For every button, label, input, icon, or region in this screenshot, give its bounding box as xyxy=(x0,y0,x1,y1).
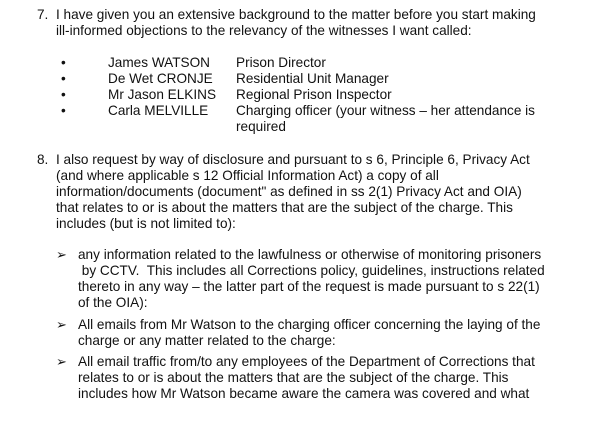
text-line: that relates to or is about the matters that are the subject of the charge. This xyxy=(56,200,513,215)
witness-role xyxy=(236,87,536,103)
paragraph-number: 8. xyxy=(37,152,49,167)
text-line: relates to or is about the matters that are the subject of the charge. This xyxy=(78,370,509,385)
text-line: All email traffic from/to any employees of the Department of Corrections that xyxy=(78,354,535,369)
text-line: includes how Mr Watson became aware the camera was covered and what xyxy=(78,386,530,401)
witness-name: James WATSON xyxy=(108,55,210,70)
witness-name: Carla MELVILLE xyxy=(108,103,209,118)
text-line: includes (but is not limited to): xyxy=(56,216,236,231)
witness-list xyxy=(59,55,579,135)
witness-role xyxy=(236,71,536,87)
arrow-bullet-icon: ➢ xyxy=(56,317,67,332)
text-line: by CCTV. This includes all Corrections policy, guidelines, instructions related xyxy=(78,263,545,278)
witness-role xyxy=(236,55,536,71)
text-line: (and where applicable s 12 Official Information Act) a copy of all xyxy=(56,168,439,183)
request-text xyxy=(78,354,586,402)
witness-item xyxy=(59,55,579,71)
text-line: information/documents (document" as defined in ss 2(1) Privacy Act and OIA) xyxy=(56,184,522,199)
witness-role-line: Prison Director xyxy=(236,55,326,70)
text-line: thereto in any way – the latter part of the request is made pursuant to s 22(1) xyxy=(78,279,540,294)
witness-item xyxy=(59,71,579,87)
witness-item xyxy=(59,103,579,135)
bullet-icon: • xyxy=(61,55,66,70)
witness-name: De Wet CRONJE xyxy=(108,71,213,86)
text-line: charge or any matter related to the charge: xyxy=(78,333,336,348)
witness-item xyxy=(59,87,579,103)
bullet-icon: • xyxy=(61,103,66,118)
request-text xyxy=(78,317,586,349)
witness-name: Mr Jason ELKINS xyxy=(108,87,217,102)
paragraph-text xyxy=(56,152,585,232)
bullet-icon: • xyxy=(61,71,66,86)
arrow-bullet-icon: ➢ xyxy=(56,354,67,369)
paragraph-number: 7. xyxy=(37,7,49,22)
text-line: ill-informed objections to the relevancy of the witnesses I want called: xyxy=(56,23,472,38)
witness-role-line: required xyxy=(236,119,286,134)
request-text xyxy=(78,247,586,311)
text-line: any information related to the lawfulness or otherwise of monitoring prisoners xyxy=(78,247,542,262)
text-line: of the OIA): xyxy=(78,295,148,310)
witness-role-line: Charging officer (your witness – her attendance is xyxy=(236,103,535,118)
bullet-icon: • xyxy=(61,87,66,102)
arrow-bullet-icon: ➢ xyxy=(56,247,67,262)
witness-role-line: Residential Unit Manager xyxy=(236,71,389,86)
text-line: All emails from Mr Watson to the charging officer concerning the laying of the xyxy=(78,317,541,332)
witness-role xyxy=(236,103,536,135)
paragraph-text xyxy=(56,7,585,39)
text-line: I have given you an extensive background to the matter before you start making xyxy=(56,7,536,22)
witness-role-line: Regional Prison Inspector xyxy=(236,87,392,102)
text-line: I also request by way of disclosure and pursuant to s 6, Principle 6, Privacy Act xyxy=(56,152,530,167)
